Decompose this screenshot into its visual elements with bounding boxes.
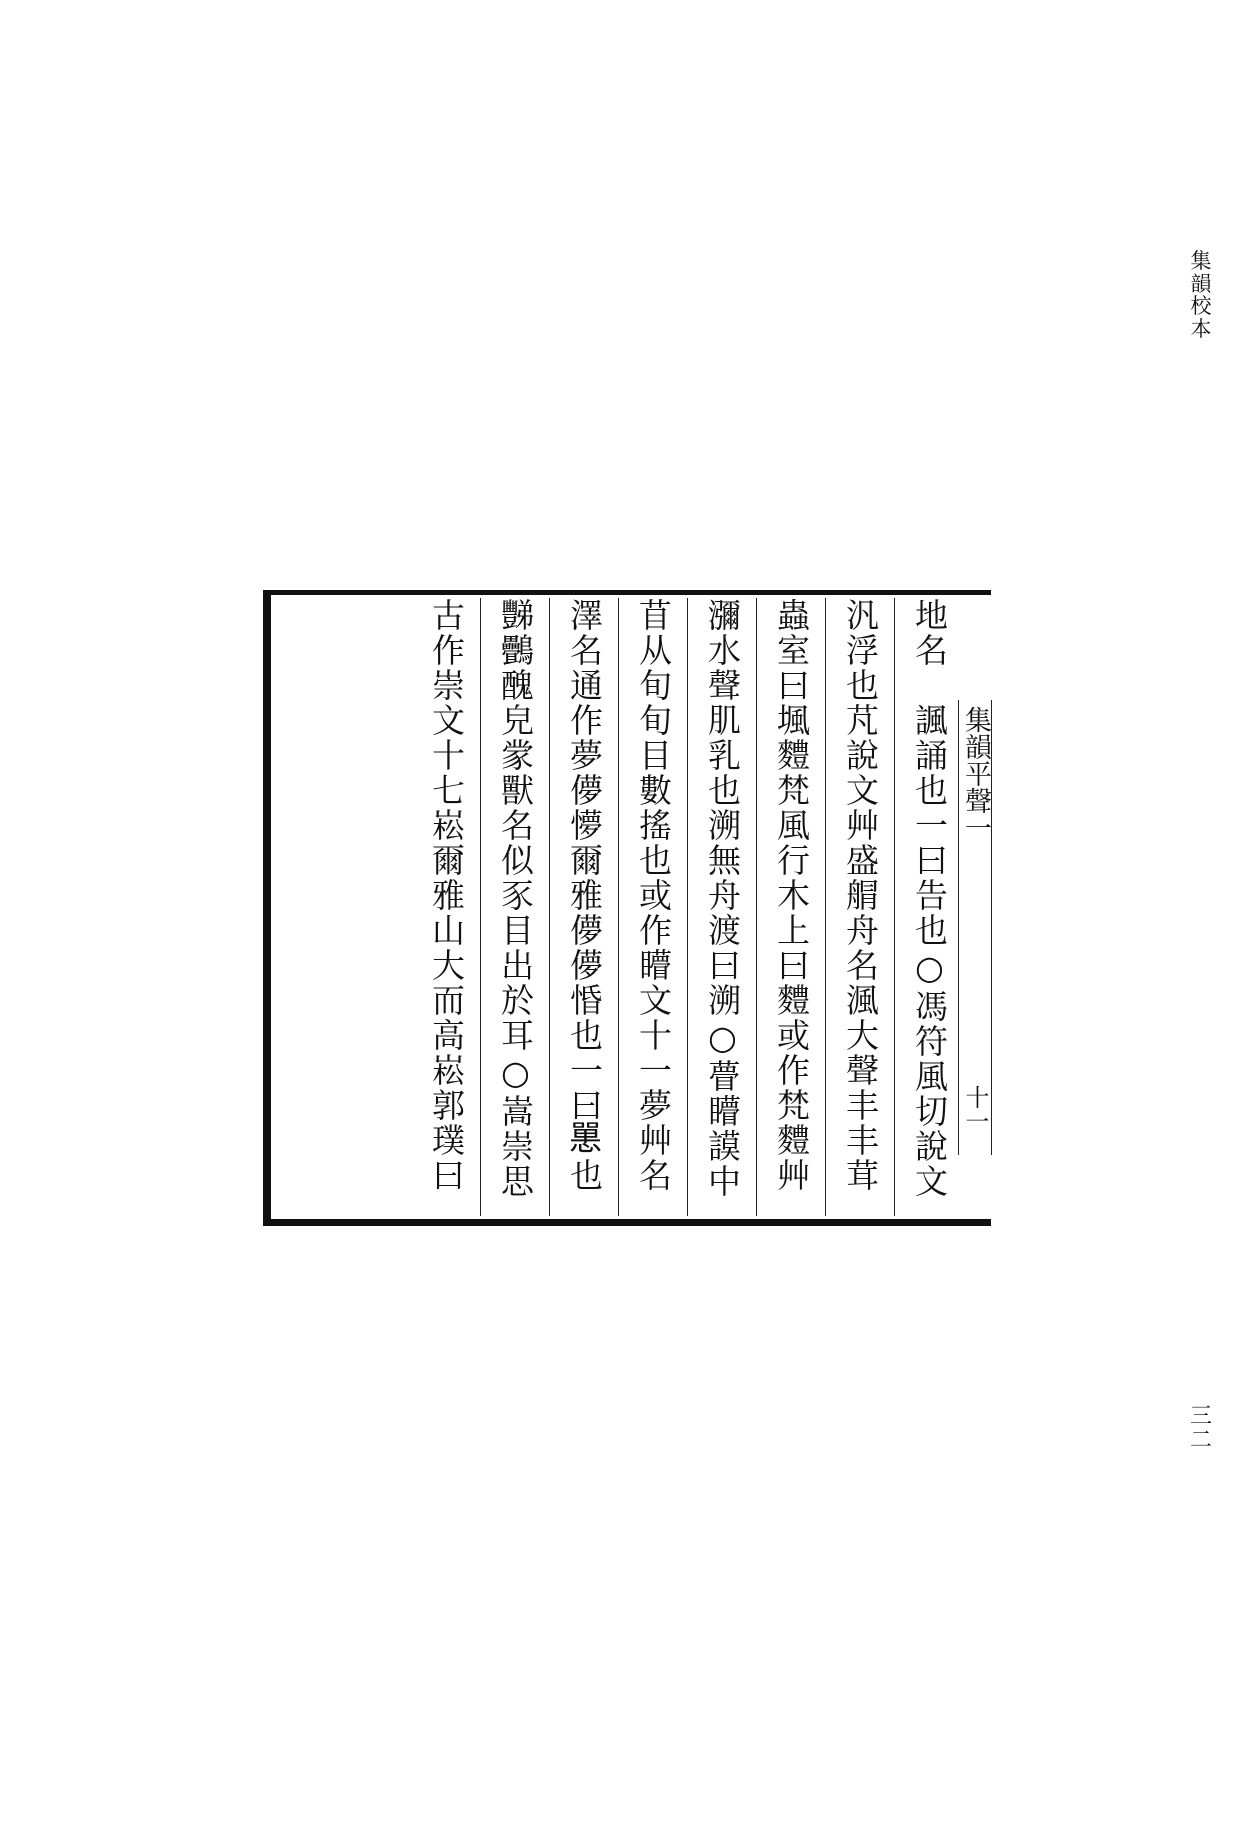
fishtail-leaf-number: 十一 xyxy=(961,1085,989,1133)
text-column xyxy=(618,598,687,1216)
text-column xyxy=(549,598,618,1216)
text-column xyxy=(687,598,756,1216)
column-text: 苜从旬旬目數搖也或作矒文十一夢艸名 xyxy=(634,598,673,1193)
column-text: 古作崇文十七崧爾雅山大而高崧郭璞曰 xyxy=(427,598,466,1193)
text-column xyxy=(894,598,963,1216)
text-column xyxy=(480,598,549,1216)
frame-left-border xyxy=(263,590,271,1226)
text-columns xyxy=(273,598,963,1216)
text-block xyxy=(263,590,991,1226)
text-column xyxy=(411,598,480,1216)
text-column xyxy=(756,598,825,1216)
column-text: 汎浮也芃說文艸盛䑵舟名渢大聲丰丰茸 xyxy=(841,598,880,1193)
text-column xyxy=(825,598,894,1216)
fishtail-margin xyxy=(958,700,992,1155)
page-number: 三二 xyxy=(1189,1404,1212,1454)
fishtail-title: 集韻平聲一 xyxy=(960,706,991,841)
column-text: 澤名通作夢儚懜爾雅儚儚惛也一曰𢠸也 xyxy=(565,598,604,1193)
frame-bottom-border xyxy=(263,1219,991,1226)
column-text: 豒䴑醜皃䝉獸名似豕目出於耳○嵩崇思 xyxy=(496,598,535,1199)
frame-top-border xyxy=(263,590,991,595)
book-title: 集韻校本 xyxy=(1190,249,1212,342)
column-text: 地名 諷誦也一曰告也○馮符風切說文 xyxy=(910,598,949,1199)
column-text: 蟲室曰堸䵄梵風行木上曰䵄或作梵䵄艸 xyxy=(772,598,811,1193)
column-text: 瀰水聲肌乳也溯無舟渡曰溯○瞢矒謨中 xyxy=(703,598,742,1199)
